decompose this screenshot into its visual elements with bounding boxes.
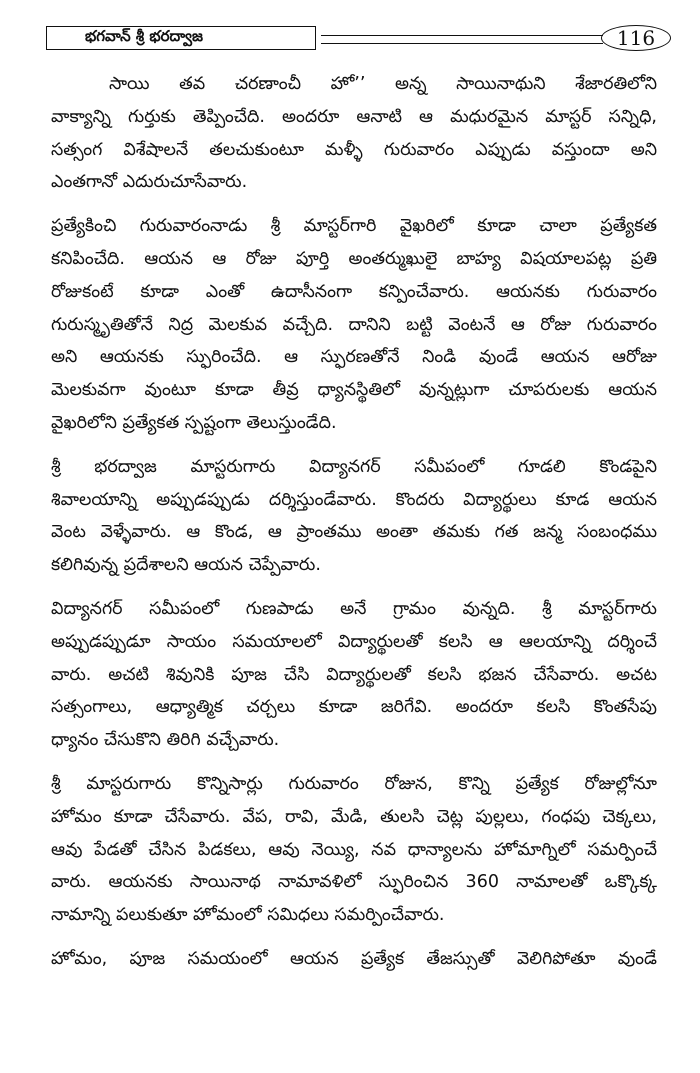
paragraph	[51, 451, 657, 582]
paragraph	[51, 768, 657, 932]
text-line: ప్రత్యేకించి గురువారంనాడు శ్రీ మాస్టర్‌గారి వైఖరిలో కూడా చాలా ప్రత్యేకత	[51, 216, 657, 237]
text-line: ఆవు పేడతో చేసిన పిడకలు, ఆవు నెయ్యి, నవ ధాన్యాలను హోమాగ్నిలో సమర్పించే	[51, 839, 657, 860]
text-line: ఎంతగానో ఎదురుచూసేవారు.	[51, 172, 248, 193]
text-line: శివాలయాన్ని అప్పుడప్పుడు దర్శిస్తుండేవారు. కొందరు విద్యార్థులు కూడ ఆయన	[51, 489, 657, 510]
text-line: వెంట వెళ్ళేవారు. ఆ కొండ, ఆ ప్రాంతము అంతా తమకు గత జన్మ సంబంధము	[51, 522, 657, 543]
page-header	[46, 26, 656, 56]
text-line: సత్సంగాలు, ఆధ్యాత్మిక చర్చలు కూడా జరిగేవి. అందరూ కలసి కొంతసేపు	[51, 697, 657, 718]
text-line: శ్రీ భరద్వాజ మాస్టరుగారు విద్యానగర్ సమీపంలో గూడలి కొండపైని	[51, 456, 657, 477]
text-line: వైఖరిలోని ప్రత్యేకత స్పష్టంగా తెలుస్తుండేది.	[51, 412, 337, 433]
text-line: అని ఆయనకు స్ఫురించేది. ఆ స్ఫురణతోనే నిండి వుండే ఆయన ఆరోజు	[51, 347, 657, 368]
header-rule	[321, 35, 603, 44]
page-number: 116	[616, 26, 656, 50]
paragraph	[51, 943, 657, 976]
text-line: మెలకువగా వుంటూ కూడా తీవ్ర ధ్యానస్థితిలో వున్నట్లుగా చూపరులకు ఆయన	[51, 380, 657, 401]
text-line: అప్పుడప్పుడూ సాయం సమయాలలో విద్యార్థులతో కలసి ఆ ఆలయాన్ని దర్శించే	[51, 631, 657, 652]
text-line: సాయి తవ చరణాంచీ హో’’ అన్న సాయినాథుని శేజారతిలోని	[109, 74, 657, 94]
text-line: వాక్యాన్ని గుర్తుకు తెప్పించేది. అందరూ ఆనాటి ఆ మధురమైన మాస్టర్ సన్నిధి,	[51, 106, 657, 127]
running-title: భగవాన్ శ్రీ భరద్వాజ	[85, 27, 203, 45]
text-line: సత్సంగ విశేషాలనే తలచుకుంటూ మళ్ళీ గురువారం ఎప్పుడు వస్తుందా అని	[51, 139, 657, 160]
text-line: రోజుకంటే కూడా ఎంతో ఉదాసీనంగా కన్పించేవారు. ఆయనకు గురువారం	[51, 281, 657, 302]
paragraph	[51, 68, 657, 199]
text-line: గురుస్మృతితోనే నిద్ర మెలకువ వచ్చేది. దానిని బట్టి వెంటనే ఆ రోజు గురువారం	[51, 314, 657, 335]
text-line: వారు. ఆయనకు సాయినాథ నామావళిలో స్ఫురించిన 360 నామాలతో ఒక్కొక్క	[51, 872, 657, 893]
paragraph	[51, 593, 657, 757]
text-line: హోమం కూడా చేసేవారు. వేప, రావి, మేడి, తులసి చెట్ల పుల్లలు, గంధపు చెక్కలు,	[51, 806, 657, 827]
text-line: శ్రీ మాస్టరుగారు కొన్నిసార్లు గురువారం రోజున, కొన్ని ప్రత్యేక రోజుల్లోనూ	[51, 773, 657, 794]
text-line: నామాన్ని పలుకుతూ హోమంలో సమిధలు సమర్పించేవారు.	[51, 905, 445, 926]
text-line: ధ్యానం చేసుకొని తిరిగి వచ్చేవారు.	[51, 730, 280, 751]
text-line: కనిపించేది. ఆయన ఆ రోజు పూర్తి అంతర్ముఖులై బాహ్య విషయాలపట్ల ప్రతి	[51, 248, 657, 269]
body-text	[51, 68, 657, 976]
running-title-box	[46, 26, 316, 50]
text-line: కలిగివున్న ప్రదేశాలని ఆయన చెప్పేవారు.	[51, 555, 321, 576]
paragraph	[51, 210, 657, 440]
text-line: విద్యానగర్ సమీపంలో గుణపాడు అనే గ్రామం వున్నది. శ్రీ మాస్టర్‌గారు	[51, 598, 657, 619]
page-number-oval	[601, 25, 671, 51]
text-line: హోమం, పూజ సమయంలో ఆయన ప్రత్యేక తేజస్సుతో వెలిగిపోతూ వుండే	[51, 948, 657, 969]
text-line: వారు. అచటి శివునికి పూజ చేసి విద్యార్థులతో కలసి భజన చేసేవారు. అచట	[51, 664, 657, 685]
